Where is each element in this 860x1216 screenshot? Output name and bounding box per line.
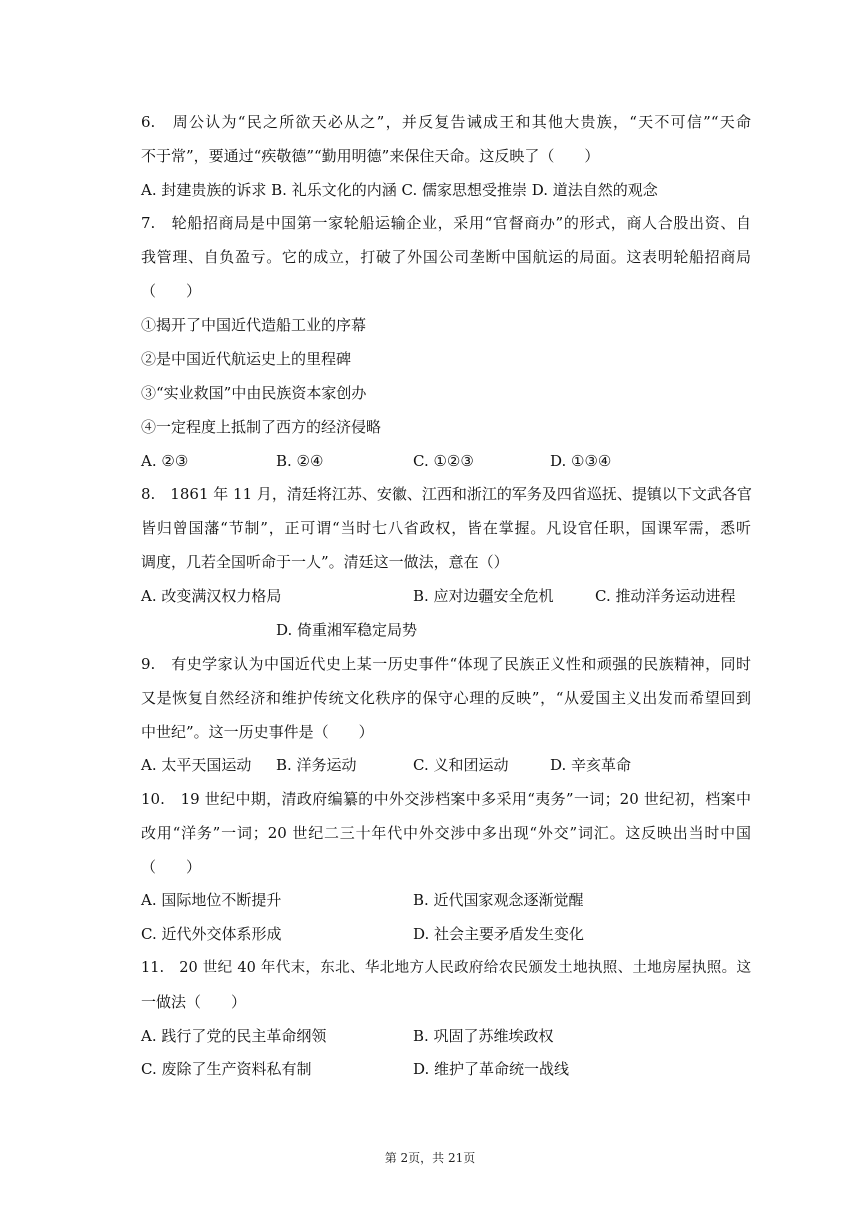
question-9-line-1: 9. 有史学家认为中国近代史上某一历史事件“体现了民族正义性和顽强的民族精神，同时 xyxy=(141,655,751,673)
question-11-line-2: 一做法（ ） xyxy=(141,993,247,1011)
question-6-option-b: B. 礼乐文化的内涵 xyxy=(271,181,397,199)
question-11-option-c: C. 废除了生产资料私有制 xyxy=(141,1060,312,1078)
question-7-line-1: 7. 轮船招商局是中国第一家轮船运输企业，采用“官督商办”的形式，商人合股出资、自 xyxy=(141,214,751,232)
question-8-option-b: B. 应对边疆安全危机 xyxy=(413,587,554,605)
question-6-option-c: C. 儒家思想受推崇 xyxy=(401,181,527,199)
question-8-line-2: 皆归曾国藩“节制”，正可谓“当时七八省政权，皆在掌握。凡设官任职，国课军需，悉听 xyxy=(141,519,751,537)
question-10-option-d: D. 社会主要矛盾发生变化 xyxy=(413,925,585,943)
question-6-options xyxy=(141,180,751,200)
question-8-option-c: C. 推动洋务运动进程 xyxy=(595,587,736,605)
question-7-item-1: ①揭开了中国近代造船工业的序幕 xyxy=(141,316,367,334)
question-8-option-a: A. 改变满汉权力格局 xyxy=(141,587,282,605)
question-7-option-c: C. ①②③ xyxy=(413,452,474,470)
question-7-option-d: D. ①③④ xyxy=(550,452,612,470)
question-9-line-3: 中世纪”。这一历史事件是（ ） xyxy=(141,723,374,741)
question-10-option-b: B. 近代国家观念逐渐觉醒 xyxy=(413,891,584,909)
question-11-option-b: B. 巩固了苏维埃政权 xyxy=(413,1027,554,1045)
question-8-line-3: 调度，几若全国听命于一人”。清廷这一做法，意在（） xyxy=(141,553,509,571)
question-7-item-3: ③“实业救国”中由民族资本家创办 xyxy=(141,384,367,402)
question-8-line-1: 8. 1861 年 11 月，清廷将江苏、安徽、江西和浙江的军务及四省巡抚、提镇以下文武各官 xyxy=(141,485,752,503)
question-9-option-d: D. 辛亥革命 xyxy=(550,756,632,774)
question-9-option-b: B. 洋务运动 xyxy=(276,756,357,774)
question-7-item-4: ④一定程度上抵制了西方的经济侵略 xyxy=(141,418,382,436)
question-7-option-b: B. ②④ xyxy=(276,452,324,470)
question-9-option-a: A. 太平天国运动 xyxy=(141,756,252,774)
page-footer: 第 2页，共 21页 xyxy=(384,1151,476,1165)
question-10-line-3: （ ） xyxy=(141,858,202,876)
question-10-line-1: 10. 19 世纪中期，清政府编纂的中外交涉档案中多采用“夷务”一词；20 世纪初，档案中 xyxy=(141,790,751,808)
question-9-option-c: C. 义和团运动 xyxy=(413,756,509,774)
question-6-option-d: D. 道法自然的观念 xyxy=(531,181,658,199)
question-11-option-a: A. 践行了党的民主革命纲领 xyxy=(141,1027,327,1045)
question-11-line-1: 11. 20 世纪 40 年代末，东北、华北地方人民政府给农民颁发土地执照、土地房屋执照。这 xyxy=(141,960,751,976)
question-10-line-2: 改用“洋务”一词；20 世纪二三十年代中外交涉中多出现“外交”词汇。这反映出当时中国 xyxy=(141,824,751,842)
question-6-line-1: 6. 周公认为“民之所欲天必从之”，并反复告诫成王和其他大贵族，“天不可信”“天命 xyxy=(141,113,751,131)
question-9-line-2: 又是恢复自然经济和维护传统文化秩序的保守心理的反映”，“从爱国主义出发而希望回到 xyxy=(141,689,751,707)
question-10-option-c: C. 近代外交体系形成 xyxy=(141,925,282,943)
question-6-line-2: 不于常”，要通过“疾敬德”“勤用明德”来保住天命。这反映了（ ） xyxy=(141,147,600,165)
question-7-line-2: 我管理、自负盈亏。它的成立，打破了外国公司垄断中国航运的局面。这表明轮船招商局 xyxy=(141,248,751,266)
question-11-option-d: D. 维护了革命统一战线 xyxy=(413,1060,570,1078)
question-7-option-a: A. ②③ xyxy=(141,452,189,470)
question-8-option-d: D. 倚重湘军稳定局势 xyxy=(276,621,418,639)
question-7-item-2: ②是中国近代航运史上的里程碑 xyxy=(141,350,352,368)
question-6-option-a: A. 封建贵族的诉求 xyxy=(141,181,267,199)
question-10-option-a: A. 国际地位不断提升 xyxy=(141,891,282,909)
question-7-line-3: （ ） xyxy=(141,282,202,300)
